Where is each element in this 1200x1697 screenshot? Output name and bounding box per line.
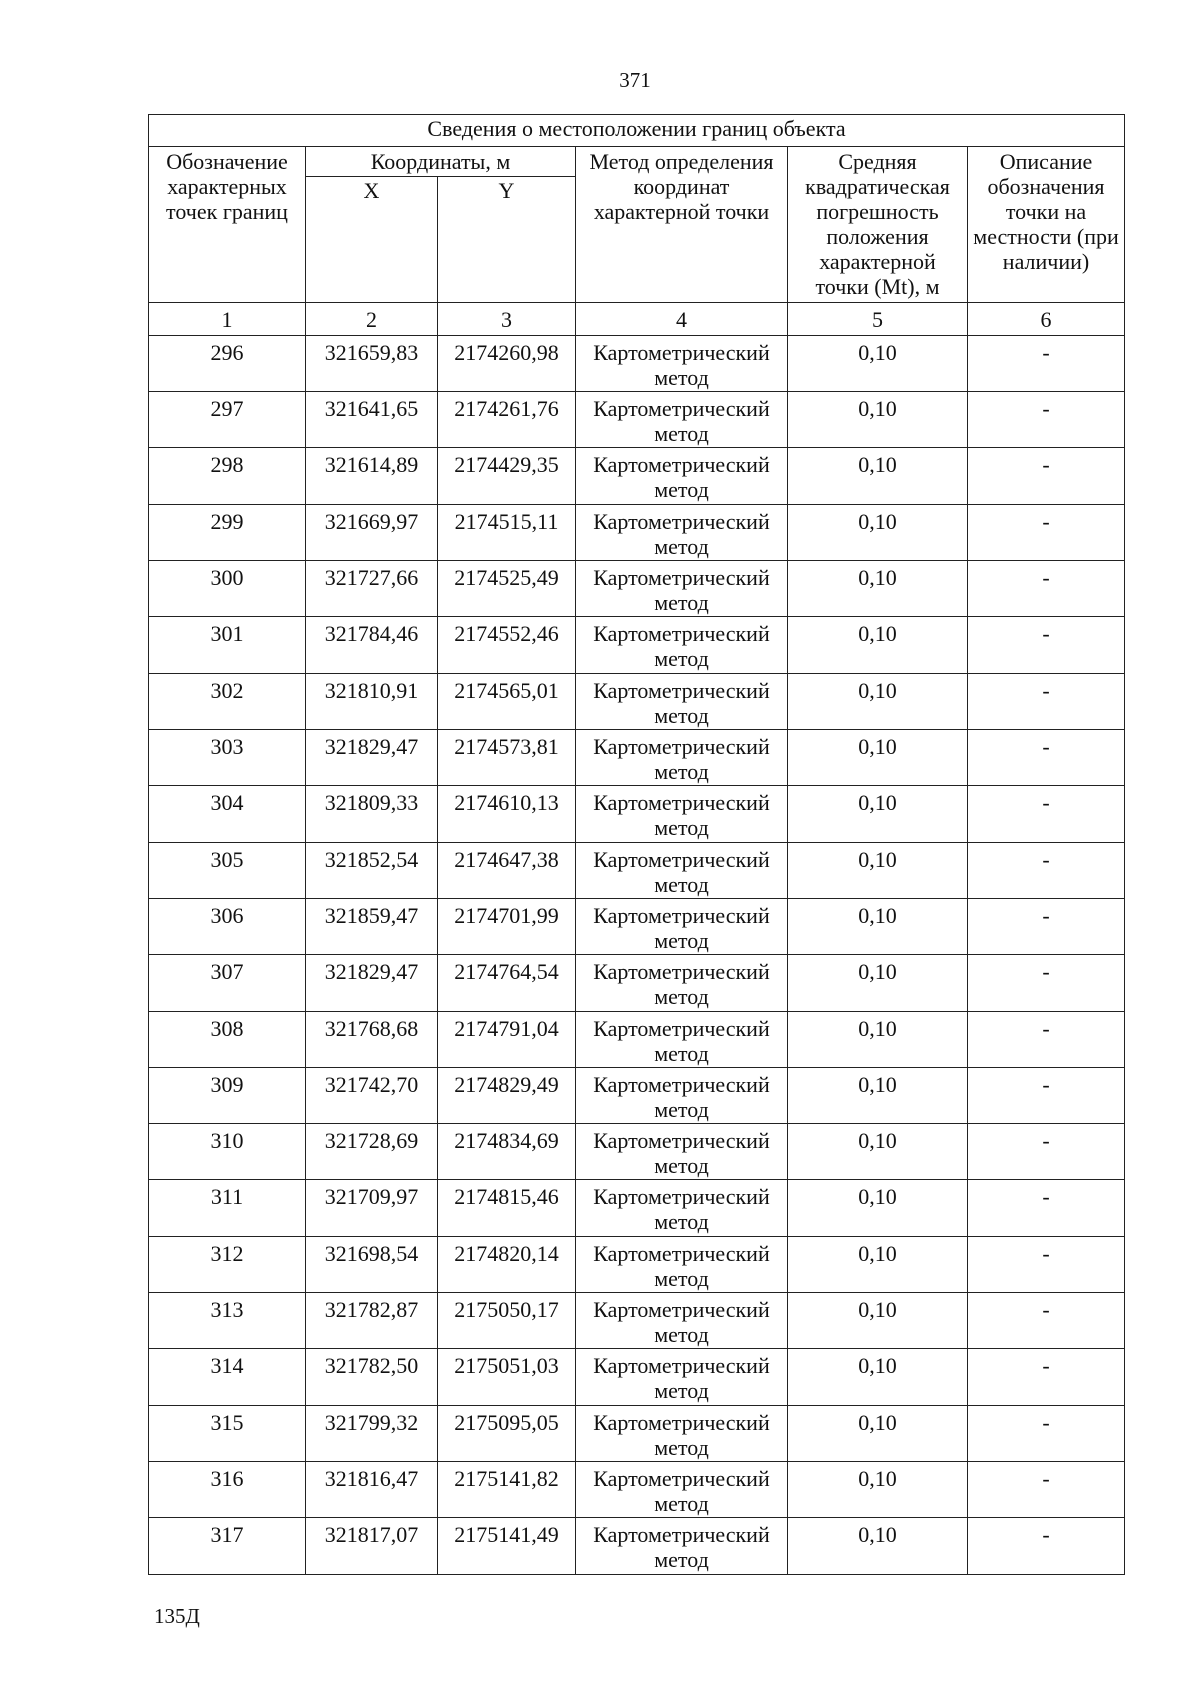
x-cell: 321784,46 bbox=[306, 617, 438, 673]
header-method: Метод определения координат характерной точки bbox=[576, 147, 788, 303]
y-cell: 2174610,13 bbox=[438, 786, 576, 842]
method-cell: Картометрический метод bbox=[576, 1293, 788, 1349]
x-cell: 321817,07 bbox=[306, 1518, 438, 1575]
description-cell: - bbox=[968, 391, 1125, 447]
x-cell: 321728,69 bbox=[306, 1124, 438, 1180]
x-cell: 321852,54 bbox=[306, 842, 438, 898]
table-title: Сведения о местоположении границ объекта bbox=[149, 115, 1125, 147]
point-cell: 308 bbox=[149, 1011, 306, 1067]
y-cell: 2175141,82 bbox=[438, 1462, 576, 1518]
description-cell: - bbox=[968, 617, 1125, 673]
method-cell: Картометрический метод bbox=[576, 335, 788, 391]
table-row bbox=[149, 1349, 1125, 1405]
y-cell: 2174429,35 bbox=[438, 448, 576, 504]
point-cell: 316 bbox=[149, 1462, 306, 1518]
point-cell: 314 bbox=[149, 1349, 306, 1405]
y-cell: 2175095,05 bbox=[438, 1405, 576, 1461]
y-cell: 2175141,49 bbox=[438, 1518, 576, 1575]
y-cell: 2174820,14 bbox=[438, 1236, 576, 1292]
y-cell: 2174791,04 bbox=[438, 1011, 576, 1067]
x-cell: 321669,97 bbox=[306, 504, 438, 560]
x-cell: 321782,50 bbox=[306, 1349, 438, 1405]
method-cell: Картометрический метод bbox=[576, 1180, 788, 1236]
point-cell: 317 bbox=[149, 1518, 306, 1575]
accuracy-cell: 0,10 bbox=[788, 729, 968, 785]
description-cell: - bbox=[968, 955, 1125, 1011]
point-cell: 299 bbox=[149, 504, 306, 560]
method-cell: Картометрический метод bbox=[576, 448, 788, 504]
x-cell: 321816,47 bbox=[306, 1462, 438, 1518]
accuracy-cell: 0,10 bbox=[788, 1349, 968, 1405]
table-row bbox=[149, 391, 1125, 447]
description-cell: - bbox=[968, 1124, 1125, 1180]
header-designation: Обозначение характерных точек границ bbox=[149, 147, 306, 303]
column-number: 1 bbox=[149, 303, 306, 335]
table-row bbox=[149, 617, 1125, 673]
method-cell: Картометрический метод bbox=[576, 1462, 788, 1518]
column-numbers-row bbox=[149, 303, 1125, 335]
accuracy-cell: 0,10 bbox=[788, 786, 968, 842]
point-cell: 297 bbox=[149, 391, 306, 447]
accuracy-cell: 0,10 bbox=[788, 1405, 968, 1461]
table-row bbox=[149, 955, 1125, 1011]
point-cell: 298 bbox=[149, 448, 306, 504]
y-cell: 2174525,49 bbox=[438, 560, 576, 616]
description-cell: - bbox=[968, 1067, 1125, 1123]
column-number: 3 bbox=[438, 303, 576, 335]
accuracy-cell: 0,10 bbox=[788, 335, 968, 391]
accuracy-cell: 0,10 bbox=[788, 560, 968, 616]
point-cell: 315 bbox=[149, 1405, 306, 1461]
y-cell: 2174834,69 bbox=[438, 1124, 576, 1180]
point-cell: 306 bbox=[149, 898, 306, 954]
x-cell: 321659,83 bbox=[306, 335, 438, 391]
description-cell: - bbox=[968, 729, 1125, 785]
accuracy-cell: 0,10 bbox=[788, 673, 968, 729]
method-cell: Картометрический метод bbox=[576, 898, 788, 954]
point-cell: 300 bbox=[149, 560, 306, 616]
method-cell: Картометрический метод bbox=[576, 504, 788, 560]
point-cell: 303 bbox=[149, 729, 306, 785]
point-cell: 310 bbox=[149, 1124, 306, 1180]
boundary-points-table bbox=[148, 114, 1125, 1575]
description-cell: - bbox=[968, 1518, 1125, 1575]
x-cell: 321829,47 bbox=[306, 955, 438, 1011]
point-cell: 312 bbox=[149, 1236, 306, 1292]
y-cell: 2174815,46 bbox=[438, 1180, 576, 1236]
y-cell: 2174701,99 bbox=[438, 898, 576, 954]
method-cell: Картометрический метод bbox=[576, 617, 788, 673]
y-cell: 2174261,76 bbox=[438, 391, 576, 447]
accuracy-cell: 0,10 bbox=[788, 898, 968, 954]
table-row bbox=[149, 898, 1125, 954]
description-cell: - bbox=[968, 1293, 1125, 1349]
accuracy-cell: 0,10 bbox=[788, 617, 968, 673]
accuracy-cell: 0,10 bbox=[788, 391, 968, 447]
point-cell: 307 bbox=[149, 955, 306, 1011]
table-row bbox=[149, 673, 1125, 729]
accuracy-cell: 0,10 bbox=[788, 1236, 968, 1292]
accuracy-cell: 0,10 bbox=[788, 842, 968, 898]
y-cell: 2174515,11 bbox=[438, 504, 576, 560]
description-cell: - bbox=[968, 842, 1125, 898]
accuracy-cell: 0,10 bbox=[788, 1011, 968, 1067]
point-cell: 313 bbox=[149, 1293, 306, 1349]
accuracy-cell: 0,10 bbox=[788, 955, 968, 1011]
page-number: 371 bbox=[619, 68, 651, 92]
y-cell: 2174260,98 bbox=[438, 335, 576, 391]
x-cell: 321768,68 bbox=[306, 1011, 438, 1067]
column-number: 6 bbox=[968, 303, 1125, 335]
table-row bbox=[149, 504, 1125, 560]
header-coordinates: Координаты, м bbox=[306, 147, 576, 177]
accuracy-cell: 0,10 bbox=[788, 1462, 968, 1518]
column-number: 4 bbox=[576, 303, 788, 335]
table-row bbox=[149, 1236, 1125, 1292]
method-cell: Картометрический метод bbox=[576, 1405, 788, 1461]
footer-code: 135Д bbox=[154, 1604, 200, 1628]
table-row bbox=[149, 335, 1125, 391]
method-cell: Картометрический метод bbox=[576, 842, 788, 898]
table-row bbox=[149, 448, 1125, 504]
table-row bbox=[149, 786, 1125, 842]
method-cell: Картометрический метод bbox=[576, 560, 788, 616]
x-cell: 321727,66 bbox=[306, 560, 438, 616]
point-cell: 311 bbox=[149, 1180, 306, 1236]
method-cell: Картометрический метод bbox=[576, 1349, 788, 1405]
method-cell: Картометрический метод bbox=[576, 1124, 788, 1180]
header-description: Описание обозначения точки на местности (при наличии) bbox=[968, 147, 1125, 303]
table-row bbox=[149, 729, 1125, 785]
header-y: Y bbox=[438, 177, 576, 303]
table-row bbox=[149, 1067, 1125, 1123]
description-cell: - bbox=[968, 1011, 1125, 1067]
point-cell: 302 bbox=[149, 673, 306, 729]
x-cell: 321742,70 bbox=[306, 1067, 438, 1123]
accuracy-cell: 0,10 bbox=[788, 1124, 968, 1180]
table-row bbox=[149, 1011, 1125, 1067]
y-cell: 2174573,81 bbox=[438, 729, 576, 785]
description-cell: - bbox=[968, 560, 1125, 616]
table-row bbox=[149, 1293, 1125, 1349]
method-cell: Картометрический метод bbox=[576, 673, 788, 729]
y-cell: 2174552,46 bbox=[438, 617, 576, 673]
method-cell: Картометрический метод bbox=[576, 729, 788, 785]
column-number: 2 bbox=[306, 303, 438, 335]
table-row bbox=[149, 1124, 1125, 1180]
description-cell: - bbox=[968, 1462, 1125, 1518]
accuracy-cell: 0,10 bbox=[788, 1293, 968, 1349]
header-x: X bbox=[306, 177, 438, 303]
accuracy-cell: 0,10 bbox=[788, 448, 968, 504]
accuracy-cell: 0,10 bbox=[788, 504, 968, 560]
method-cell: Картометрический метод bbox=[576, 1011, 788, 1067]
y-cell: 2175050,17 bbox=[438, 1293, 576, 1349]
point-cell: 296 bbox=[149, 335, 306, 391]
description-cell: - bbox=[968, 1405, 1125, 1461]
x-cell: 321782,87 bbox=[306, 1293, 438, 1349]
description-cell: - bbox=[968, 448, 1125, 504]
description-cell: - bbox=[968, 1180, 1125, 1236]
x-cell: 321709,97 bbox=[306, 1180, 438, 1236]
x-cell: 321859,47 bbox=[306, 898, 438, 954]
description-cell: - bbox=[968, 786, 1125, 842]
method-cell: Картометрический метод bbox=[576, 1518, 788, 1575]
x-cell: 321614,89 bbox=[306, 448, 438, 504]
accuracy-cell: 0,10 bbox=[788, 1180, 968, 1236]
x-cell: 321809,33 bbox=[306, 786, 438, 842]
point-cell: 304 bbox=[149, 786, 306, 842]
description-cell: - bbox=[968, 1349, 1125, 1405]
y-cell: 2174565,01 bbox=[438, 673, 576, 729]
table-row bbox=[149, 1405, 1125, 1461]
y-cell: 2174647,38 bbox=[438, 842, 576, 898]
description-cell: - bbox=[968, 504, 1125, 560]
y-cell: 2174764,54 bbox=[438, 955, 576, 1011]
column-number: 5 bbox=[788, 303, 968, 335]
point-cell: 305 bbox=[149, 842, 306, 898]
table-row bbox=[149, 560, 1125, 616]
method-cell: Картометрический метод bbox=[576, 1067, 788, 1123]
method-cell: Картометрический метод bbox=[576, 786, 788, 842]
description-cell: - bbox=[968, 1236, 1125, 1292]
method-cell: Картометрический метод bbox=[576, 1236, 788, 1292]
table-row bbox=[149, 842, 1125, 898]
point-cell: 301 bbox=[149, 617, 306, 673]
table-row bbox=[149, 1518, 1125, 1575]
method-cell: Картометрический метод bbox=[576, 955, 788, 1011]
point-cell: 309 bbox=[149, 1067, 306, 1123]
x-cell: 321641,65 bbox=[306, 391, 438, 447]
y-cell: 2175051,03 bbox=[438, 1349, 576, 1405]
header-accuracy: Средняя квадратическая погрешность положения характерной точки (Mt), м bbox=[788, 147, 968, 303]
table-row bbox=[149, 1180, 1125, 1236]
accuracy-cell: 0,10 bbox=[788, 1067, 968, 1123]
description-cell: - bbox=[968, 898, 1125, 954]
table-row bbox=[149, 1462, 1125, 1518]
x-cell: 321698,54 bbox=[306, 1236, 438, 1292]
description-cell: - bbox=[968, 335, 1125, 391]
x-cell: 321829,47 bbox=[306, 729, 438, 785]
method-cell: Картометрический метод bbox=[576, 391, 788, 447]
description-cell: - bbox=[968, 673, 1125, 729]
x-cell: 321799,32 bbox=[306, 1405, 438, 1461]
accuracy-cell: 0,10 bbox=[788, 1518, 968, 1575]
x-cell: 321810,91 bbox=[306, 673, 438, 729]
y-cell: 2174829,49 bbox=[438, 1067, 576, 1123]
